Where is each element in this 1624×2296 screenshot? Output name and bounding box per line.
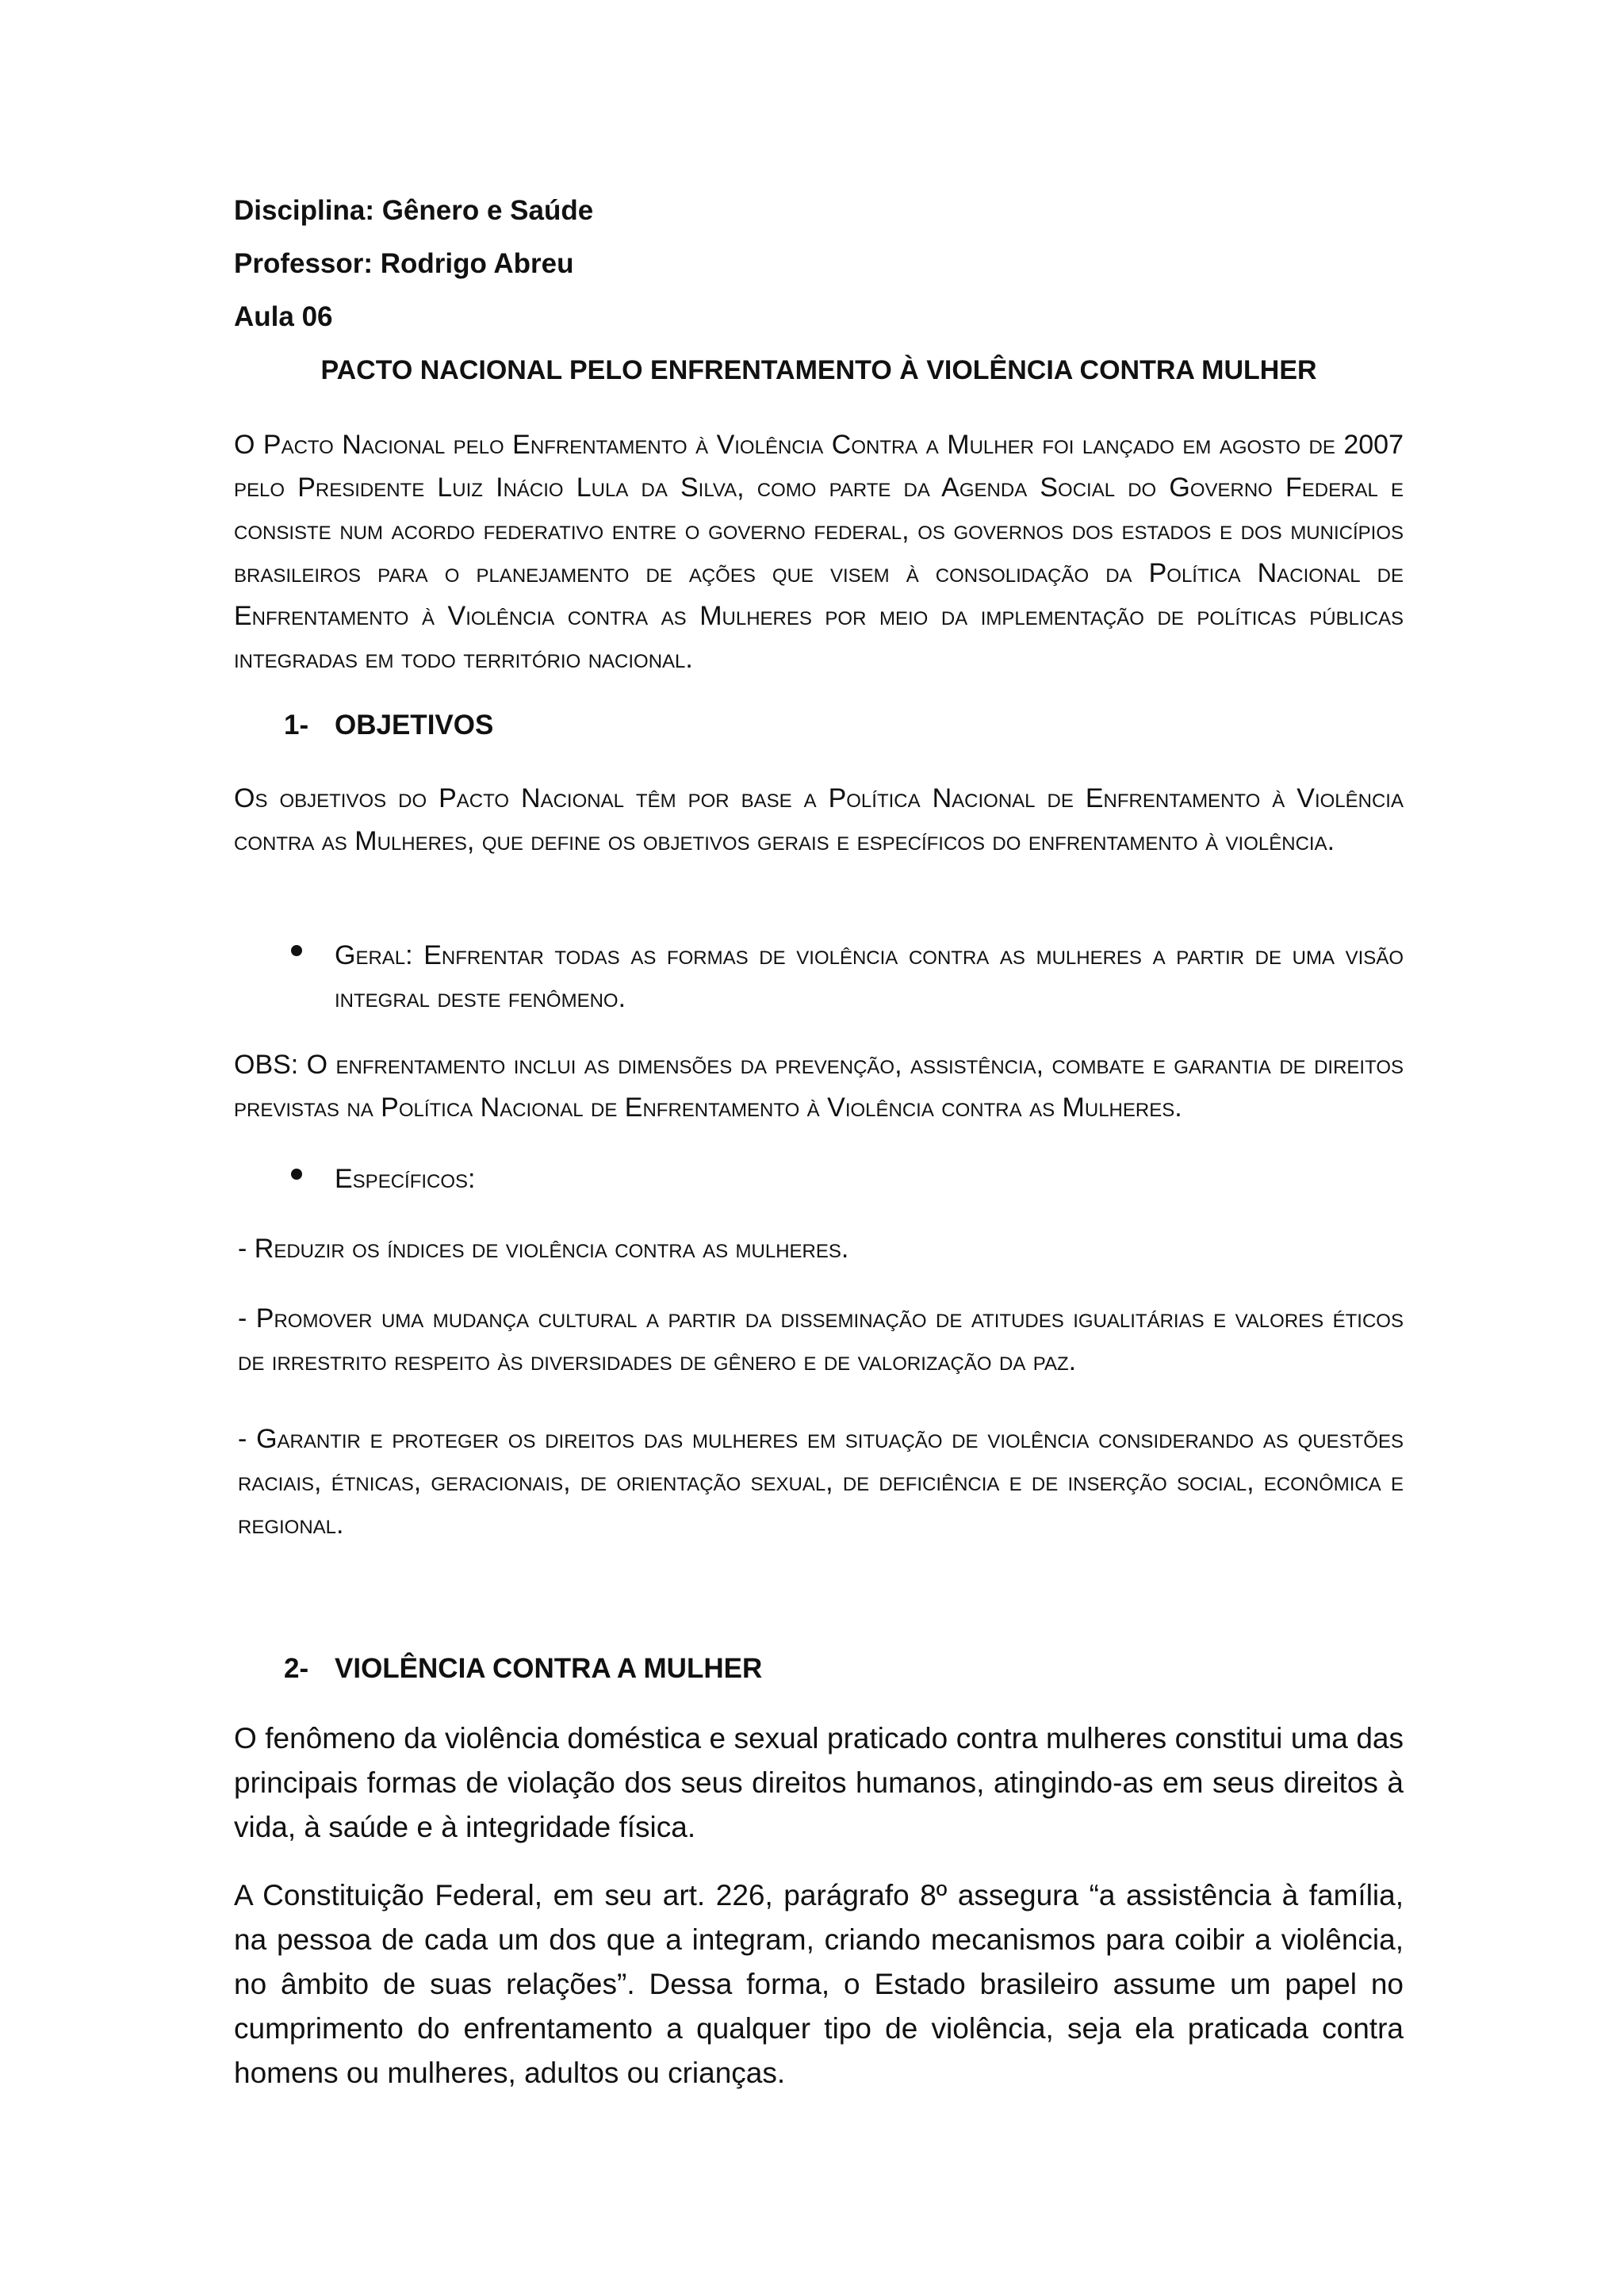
specific-item-3-block [238,1418,1404,1546]
section-2-paragraph-2-block [234,1873,1404,2095]
specific-item-1-block [238,1227,1404,1270]
obs-paragraph: OBS: O enfrentamento inclui as dimensões da prevenção, assistência, combate e garantia de direitos previstas na Política Nacional de Enfrentamento à Violência contra as Mulheres. [234,1050,1404,1123]
document-title: PACTO NACIONAL PELO ENFRENTAMENTO À VIOLÊNCIA CONTRA MULHER [320,355,1317,385]
bullet-specific-text: Específicos: [335,1164,476,1194]
bullet-specific [282,1158,1404,1200]
section-1-heading [284,710,493,741]
bullet-general [282,934,1404,1020]
obs-block [234,1043,1404,1129]
specific-item: - Garantir e proteger os direitos das mulheres em situação de violência considerando as questões raciais, étnicas, geracionais, de orientação sexual, de deficiência e de inserção social, econômica e regional. [238,1424,1404,1540]
section-1-title: OBJETIVOS [335,710,494,740]
lesson-line: Aula 06 [234,301,333,332]
intro-paragraph-block [234,423,1404,680]
section-1-paragraph-block [234,777,1404,863]
section-2-paragraph: O fenômeno da violência doméstica e sexual praticado contra mulheres constitui uma das principais formas de violação dos seus direitos humanos, atingindo-as em seus direitos à vida, à saúde e à integridade física. [234,1722,1404,1843]
intro-paragraph: O Pacto Nacional pelo Enfrentamento à Violência Contra a Mulher foi lançado em agosto de 2007 pelo Presidente Luiz Inácio Lula da Silva, como parte da Agenda Social do Governo Federal e consiste num acordo federativo entre o governo federal, os governos dos estados e dos municípios brasileiros para o planejamento de ações que visem à consolidação da Política Nacional de Enfrentamento à Violência contra as Mulheres por meio da implementação de políticas públicas integradas em todo território nacional. [234,430,1404,674]
section-2-paragraph: A Constituição Federal, em seu art. 226, parágrafo 8º assegura “a assistência à família, na pessoa de cada um dos que a integram, criando mecanismos para coibir a violência, no âmbito de suas relações”. Dessa forma, o Estado brasileiro assume um papel no cumprimento do enfrentamento a qualquer tipo de violência, seja ela praticada contra homens ou mulheres, adultos ou crianças. [234,1879,1404,2089]
section-2-paragraph-1-block [234,1716,1404,1850]
bullet-icon [291,1169,302,1180]
bullet-general-text: Geral: Enfrentar todas as formas de violência contra as mulheres a partir de uma visão integral deste fenômeno. [335,940,1404,1013]
professor-line: Professor: Rodrigo Abreu [234,248,574,279]
specific-item: - Reduzir os índices de violência contra as mulheres. [238,1234,849,1264]
specific-item: - Promover uma mudança cultural a partir da disseminação de atitudes igualitárias e valores éticos de irrestrito respeito às diversidades de gênero e de valorização da paz. [238,1303,1404,1376]
section-1-paragraph: Os objetivos do Pacto Nacional têm por base a Política Nacional de Enfrentamento à Violência contra as Mulheres, que define os objetivos gerais e específicos do enfrentamento à violência. [234,783,1404,856]
section-2-heading [284,1653,762,1685]
specific-item-2-block [238,1297,1404,1383]
section-2-number: 2- [284,1653,309,1684]
section-1-number: 1- [284,710,309,740]
section-2-title: VIOLÊNCIA CONTRA A MULHER [335,1653,763,1684]
discipline-line: Disciplina: Gênero e Saúde [234,195,594,226]
bullet-icon [291,945,302,956]
